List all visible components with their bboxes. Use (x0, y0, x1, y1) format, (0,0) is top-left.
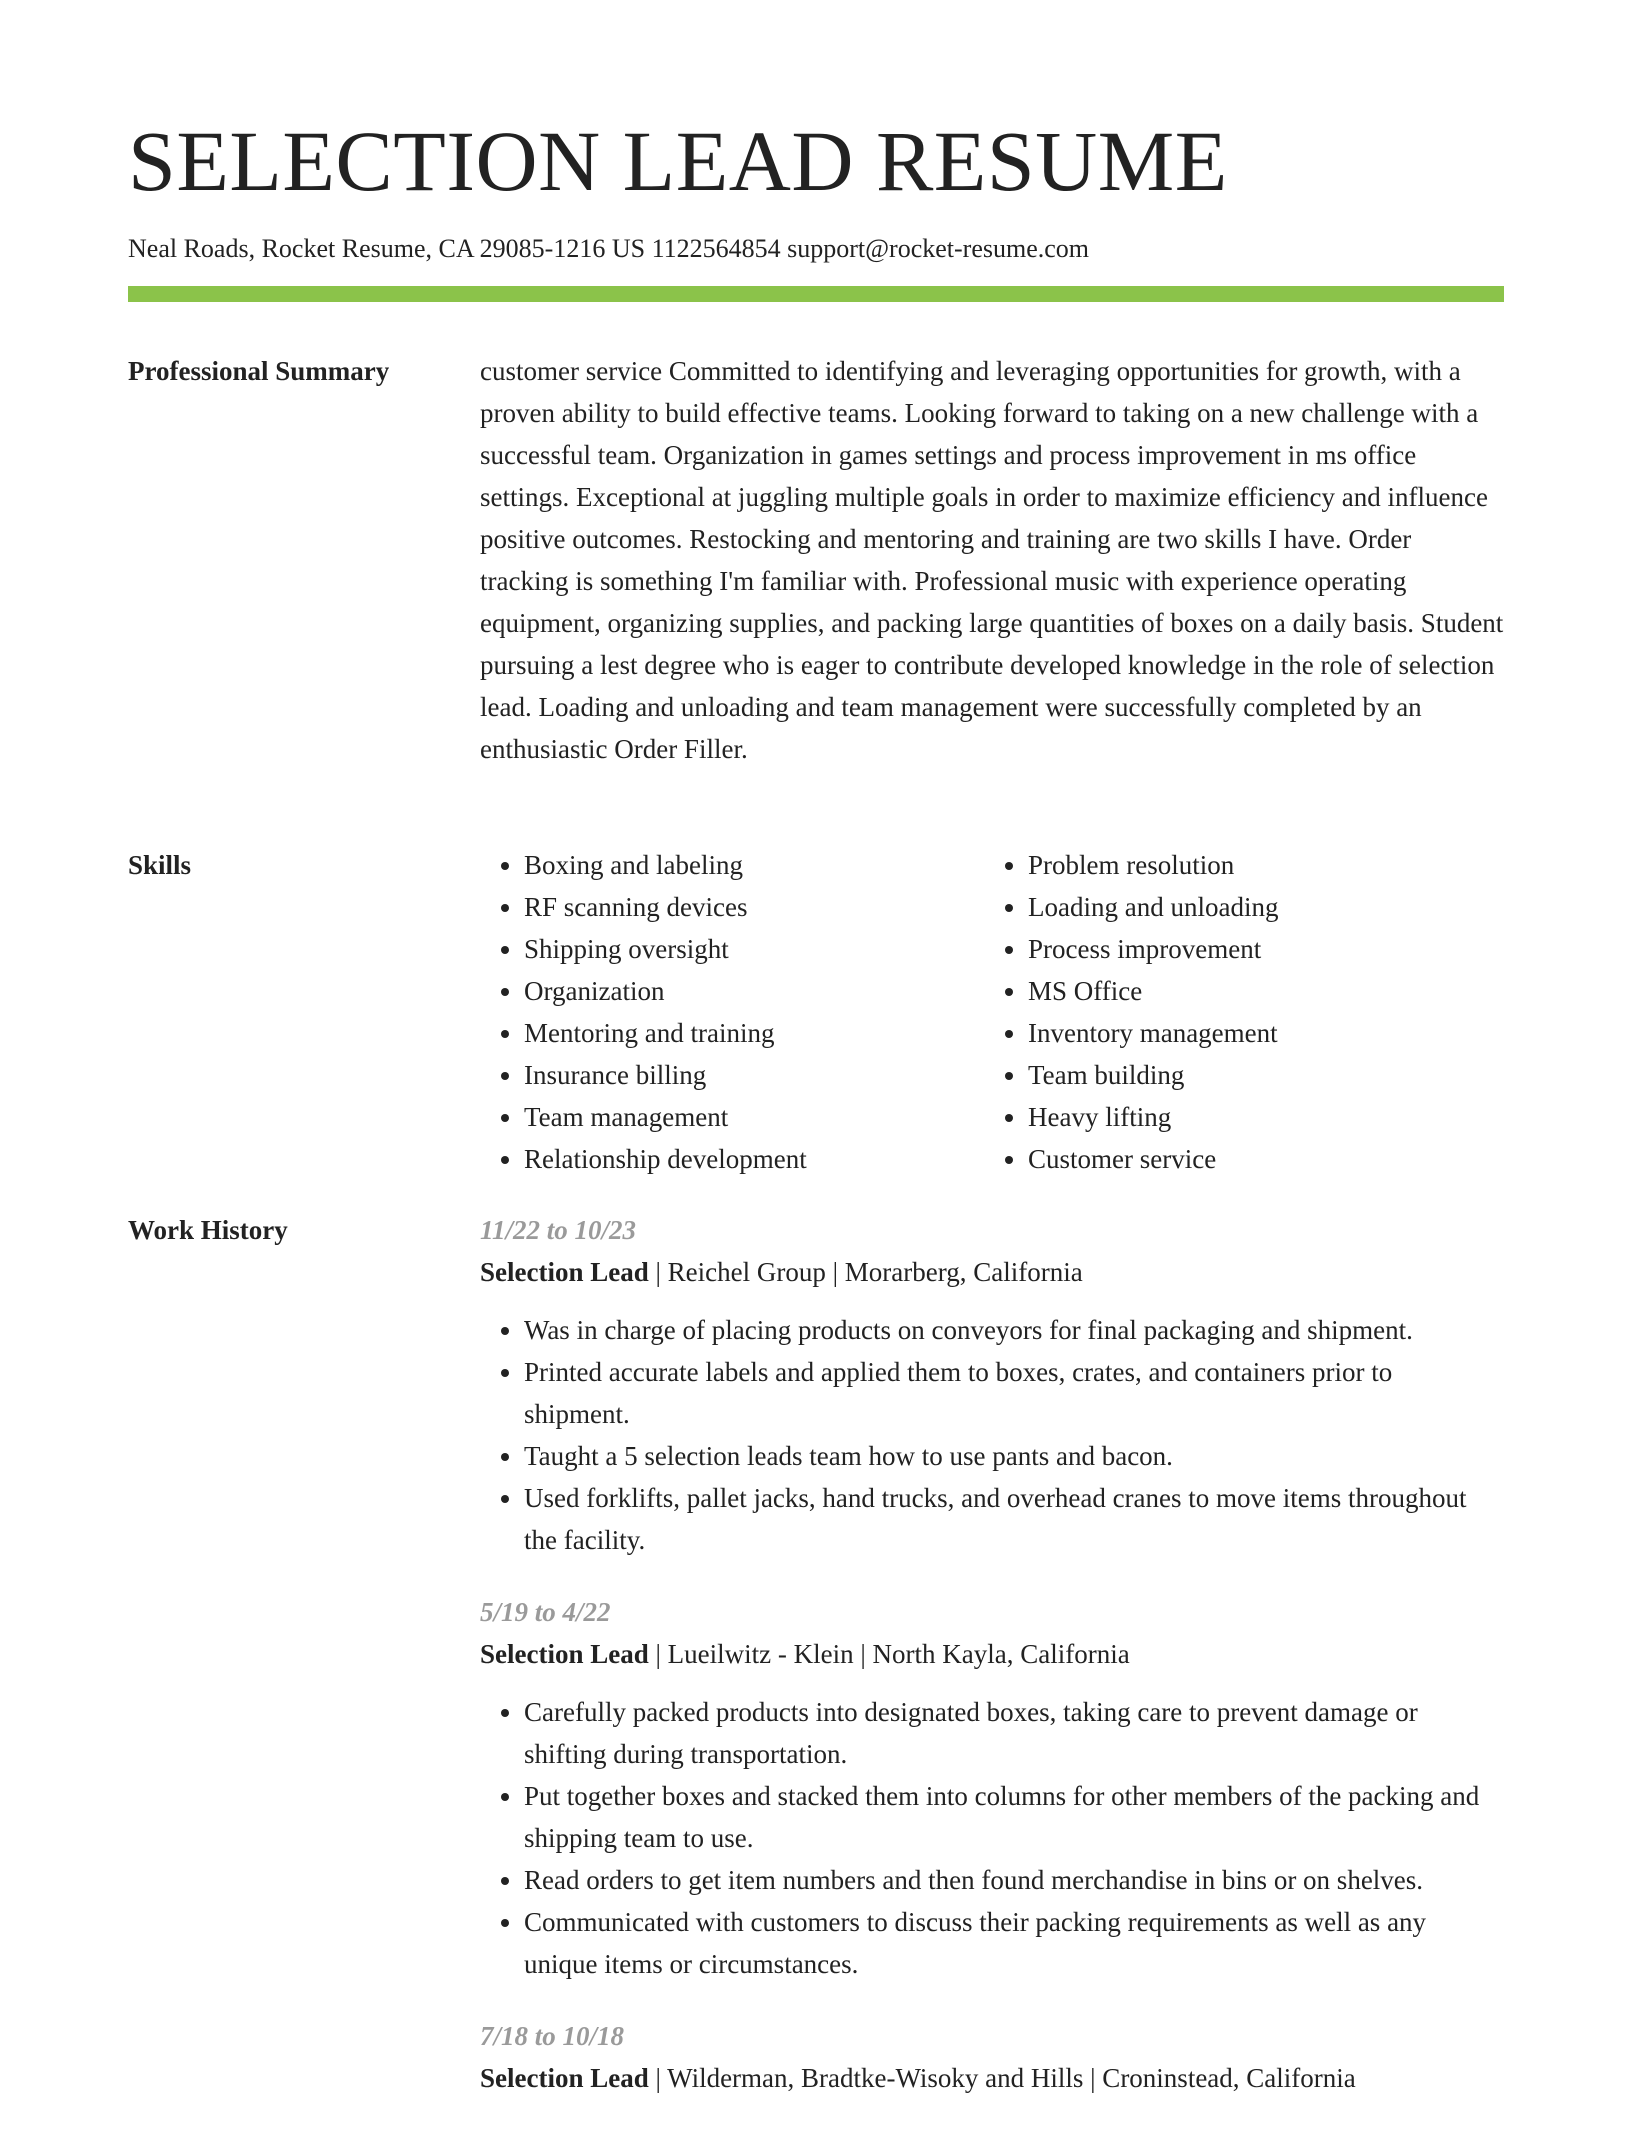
skills-label: Skills (128, 850, 192, 880)
contact-line: Neal Roads, Rocket Resume, CA 29085-1216 US 1122564854 support@rocket-resume.com (128, 234, 1090, 263)
skill-item: • RF scanning devices (524, 886, 984, 928)
job-title: Selection Lead (480, 1257, 649, 1287)
job-entry-1 (480, 1209, 1504, 1561)
job-heading (480, 1633, 1504, 1675)
skill-item: • Process improvement (1028, 928, 1488, 970)
skill-item: • Insurance billing (524, 1054, 984, 1096)
job-bullet: • Communicated with customers to discuss their packing requirements as well as any unique items or circumstances. (524, 1901, 1504, 1985)
skills-column-2 (984, 844, 1488, 1180)
summary-label: Professional Summary (128, 356, 390, 386)
job-heading (480, 1251, 1504, 1293)
skill-item: • Customer service (1028, 1138, 1488, 1180)
work-history-body (480, 1209, 1504, 2129)
skill-item: • Team management (524, 1096, 984, 1138)
summary-body (480, 350, 1504, 770)
job-bullet: • Taught a 5 selection leads team how to use pants and bacon. (524, 1435, 1504, 1477)
job-heading (480, 2057, 1504, 2099)
skill-item: • Problem resolution (1028, 844, 1488, 886)
skill-item: • Inventory management (1028, 1012, 1488, 1054)
skill-item: • MS Office (1028, 970, 1488, 1012)
skill-item: • Relationship development (524, 1138, 984, 1180)
job-bullet: • Used forklifts, pallet jacks, hand trucks, and overhead cranes to move items throughout the facility. (524, 1477, 1504, 1561)
job-details: | Reichel Group | Morarberg, California (648, 1257, 1083, 1287)
skill-item: • Team building (1028, 1054, 1488, 1096)
job-bullet: • Was in charge of placing products on conveyors for final packaging and shipment. (524, 1309, 1504, 1351)
job-title: Selection Lead (480, 1639, 649, 1669)
resume-title: SELECTION LEAD RESUME (128, 113, 1228, 209)
job-dates: 7/18 to 10/18 (480, 2021, 625, 2051)
skill-item: • Loading and unloading (1028, 886, 1488, 928)
job-details: | Lueilwitz - Klein | North Kayla, California (648, 1639, 1130, 1669)
job-dates: 11/22 to 10/23 (480, 1215, 637, 1245)
job-details: | Wilderman, Bradtke-Wisoky and Hills | Croninstead, California (648, 2063, 1356, 2093)
job-bullets (480, 1691, 1504, 1985)
job-dates: 5/19 to 4/22 (480, 1597, 611, 1627)
job-bullet: • Read orders to get item numbers and then found merchandise in bins or on shelves. (524, 1859, 1504, 1901)
skills-column-1 (480, 844, 984, 1180)
skill-item: • Boxing and labeling (524, 844, 984, 886)
work-history-label: Work History (128, 1215, 288, 1245)
skills-columns (480, 844, 1504, 1180)
job-title: Selection Lead (480, 2063, 649, 2093)
job-bullet: • Put together boxes and stacked them into columns for other members of the packing and shipping team to use. (524, 1775, 1504, 1859)
summary-text: customer service Committed to identifying and leveraging opportunities for growth, with a proven ability to build effective teams. Looking forward to taking on a new challenge with a successful team. Organization in games settings and process improvement in ms office settings. Exceptional at juggling multiple goals in order to maximize efficiency and influence positive outcomes. Restocking and mentoring and training are two skills I have. Order tracking is something I'm familiar with. Professional music with experience operating equipment, organizing supplies, and packing large quantities of boxes on a daily basis. Student pursuing a lest degree who is eager to contribute developed knowledge in the role of selection lead. Loading and unloading and team management were successfully completed by an enthusiastic Order Filler. (480, 356, 1504, 764)
header-divider (128, 286, 1504, 302)
job-bullets (480, 1309, 1504, 1561)
skill-item: • Organization (524, 970, 984, 1012)
job-entry-2 (480, 1591, 1504, 1985)
skill-item: • Heavy lifting (1028, 1096, 1488, 1138)
job-bullet: • Printed accurate labels and applied them to boxes, crates, and containers prior to shipment. (524, 1351, 1504, 1435)
skill-item: • Mentoring and training (524, 1012, 984, 1054)
skill-item: • Shipping oversight (524, 928, 984, 970)
job-entry-3 (480, 2015, 1504, 2099)
skills-body (480, 844, 1504, 1180)
job-bullet: • Carefully packed products into designated boxes, taking care to prevent damage or shifting during transportation. (524, 1691, 1504, 1775)
